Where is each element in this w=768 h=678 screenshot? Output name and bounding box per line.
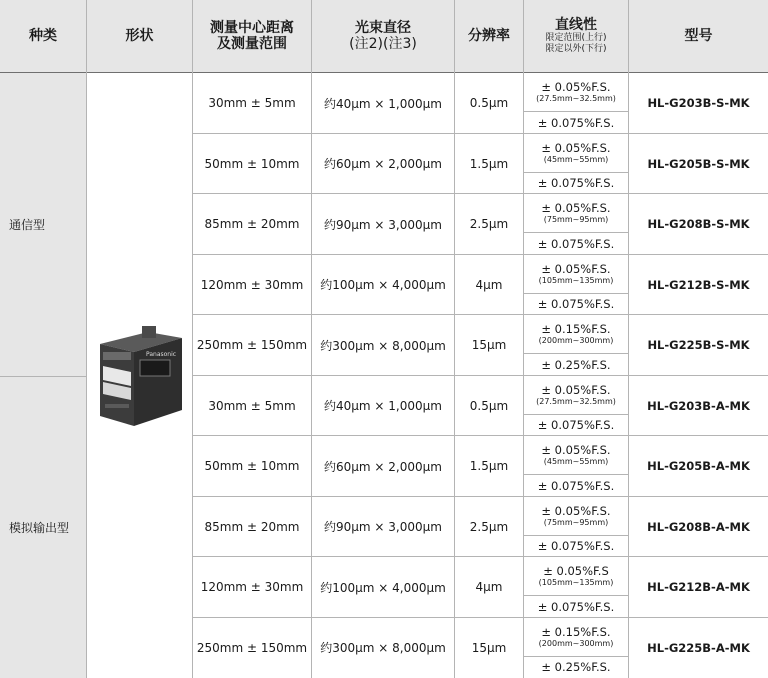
header-linearity-label: 直线性: [555, 17, 597, 33]
resolution-cell: 0.5μm: [469, 96, 509, 111]
distance-cell: 120mm ± 30mm: [200, 277, 304, 292]
linearity-outside-cell: ± 0.075%F.S.: [537, 115, 615, 130]
resolution-cell: 4μm: [475, 580, 503, 595]
category-cell-analog: [0, 377, 86, 678]
linearity-outside-cell: ± 0.25%F.S.: [541, 357, 611, 372]
distance-cell: 30mm ± 5mm: [208, 398, 296, 413]
linearity-limited-cell: [524, 255, 628, 293]
header-model: [629, 0, 768, 72]
resolution-cell: 1.5μm: [469, 459, 509, 474]
beam-diameter-cell: 约300μm × 8,000μm: [320, 641, 446, 656]
linearity-limited-cell: [524, 376, 628, 414]
resolution-cell: 4μm: [475, 277, 503, 292]
model-number-cell: HL-G225B-S-MK: [647, 338, 750, 353]
linearity-limited-value: ± 0.05%F.S.: [541, 443, 611, 457]
grid-vline: [628, 0, 629, 678]
beam-diameter-cell: 约300μm × 8,000μm: [320, 338, 446, 353]
linearity-limited-value: ± 0.05%F.S: [543, 564, 609, 578]
linearity-outside-cell: ± 0.075%F.S.: [537, 176, 615, 191]
beam-diameter-cell: 约100μm × 4,000μm: [320, 580, 446, 595]
beam-diameter-cell: 约90μm × 3,000μm: [324, 520, 442, 535]
linearity-range: (200mm~300mm): [538, 336, 614, 345]
distance-cell: 50mm ± 10mm: [204, 459, 300, 474]
model-number-cell: HL-G205B-A-MK: [647, 459, 750, 474]
category-divider: [0, 376, 87, 377]
beam-diameter-cell: 约100μm × 4,000μm: [320, 278, 446, 293]
linearity-limited-cell: [524, 315, 628, 353]
linearity-limited-value: ± 0.05%F.S.: [541, 503, 611, 518]
resolution-cell: 15μm: [471, 338, 507, 353]
header-linearity: [524, 0, 629, 72]
linearity-limited-value: ± 0.15%F.S.: [541, 624, 611, 639]
header-linearity-sub2: 限定以外(下行): [545, 44, 607, 54]
model-number-cell: HL-G205B-S-MK: [647, 156, 750, 171]
distance-cell: 30mm ± 5mm: [208, 96, 296, 111]
distance-cell: 250mm ± 150mm: [196, 640, 308, 655]
linearity-range: (45mm~55mm): [543, 457, 609, 466]
header-model-label: 型号: [684, 28, 713, 44]
header-resolution-label: 分辨率: [468, 28, 510, 44]
beam-diameter-cell: 约90μm × 3,000μm: [324, 217, 442, 232]
model-number-cell: HL-G225B-A-MK: [647, 640, 750, 655]
linearity-limited-cell: [524, 618, 628, 656]
linearity-outside-cell: ± 0.075%F.S.: [537, 478, 615, 493]
resolution-cell: 0.5μm: [469, 398, 509, 413]
resolution-cell: 2.5μm: [469, 217, 509, 232]
beam-diameter-cell: 约60μm × 2,000μm: [324, 459, 442, 474]
linearity-limited-value: ± 0.05%F.S.: [541, 382, 611, 397]
beam-diameter-cell: 约60μm × 2,000μm: [324, 157, 442, 172]
linearity-range: (27.5mm~32.5mm): [536, 94, 616, 103]
category-cell-communication: [0, 73, 86, 376]
model-number-cell: HL-G203B-S-MK: [647, 96, 750, 111]
distance-cell: 85mm ± 20mm: [204, 519, 300, 534]
linearity-range: (45mm~55mm): [543, 154, 609, 164]
grid-vline: [523, 0, 524, 678]
distance-cell: 50mm ± 10mm: [204, 156, 300, 171]
linearity-outside-cell: ± 0.075%F.S.: [537, 236, 615, 251]
header-beam: [312, 0, 455, 72]
beam-diameter-cell: 约40μm × 1,000μm: [324, 399, 442, 414]
linearity-limited-cell: [524, 436, 628, 474]
model-number-cell: HL-G203B-A-MK: [647, 398, 750, 413]
header-distance: [193, 0, 312, 72]
resolution-cell: 15μm: [471, 640, 507, 655]
linearity-limited-value: ± 0.15%F.S.: [541, 322, 611, 336]
header-beam-line1: 光束直径: [355, 20, 411, 36]
linearity-range: (105mm~135mm): [538, 578, 614, 587]
linearity-limited-cell: [524, 194, 628, 232]
header-linearity-sub1: 限定范围(上行): [545, 33, 607, 43]
displacement-sensor-icon: [96, 322, 186, 432]
header-distance-line2: 及测量范围: [217, 36, 287, 52]
linearity-limited-cell: [524, 497, 628, 535]
linearity-limited-value: ± 0.05%F.S.: [541, 201, 611, 215]
header-resolution: [455, 0, 524, 72]
linearity-limited-cell: [524, 557, 628, 595]
header-category-label: 种类: [29, 28, 57, 44]
header-beam-line2: (注2)(注3): [349, 36, 417, 52]
linearity-range: (27.5mm~32.5mm): [536, 396, 616, 406]
header-distance-line1: 测量中心距离: [210, 20, 294, 36]
linearity-outside-cell: ± 0.075%F.S.: [537, 539, 615, 554]
linearity-limited-value: ± 0.05%F.S.: [541, 80, 611, 94]
grid-vline: [86, 0, 87, 678]
category-analog-label: 模拟输出型: [9, 521, 70, 535]
linearity-outside-cell: ± 0.075%F.S.: [537, 599, 615, 614]
distance-cell: 85mm ± 20mm: [204, 217, 300, 232]
linearity-outside-cell: ± 0.075%F.S.: [537, 297, 615, 312]
grid-vline: [192, 0, 193, 678]
model-number-cell: HL-G212B-S-MK: [647, 277, 750, 292]
linearity-range: (105mm~135mm): [538, 275, 614, 285]
linearity-range: (75mm~95mm): [543, 517, 609, 527]
model-number-cell: HL-G208B-S-MK: [647, 217, 750, 232]
model-number-cell: HL-G208B-A-MK: [647, 519, 750, 534]
category-communication-label: 通信型: [9, 218, 46, 232]
grid-vline: [454, 0, 455, 678]
distance-cell: 250mm ± 150mm: [196, 338, 308, 353]
product-image: [96, 322, 186, 432]
distance-cell: 120mm ± 30mm: [200, 580, 304, 595]
linearity-outside-cell: ± 0.25%F.S.: [541, 660, 611, 675]
linearity-outside-cell: ± 0.075%F.S.: [537, 418, 615, 433]
resolution-cell: 1.5μm: [469, 156, 509, 171]
model-number-cell: HL-G212B-A-MK: [647, 580, 750, 595]
grid-vline: [311, 0, 312, 678]
header-shape-label: 形状: [125, 28, 154, 44]
linearity-limited-cell: [524, 134, 628, 172]
header-shape: [87, 0, 193, 72]
linearity-limited-value: ± 0.05%F.S.: [541, 261, 611, 276]
linearity-limited-value: ± 0.05%F.S.: [541, 140, 611, 155]
linearity-range: (75mm~95mm): [543, 215, 609, 224]
linearity-range: (200mm~300mm): [538, 638, 614, 648]
product-brand-label: Panasonic: [146, 351, 177, 358]
resolution-cell: 2.5μm: [469, 519, 509, 534]
header-category: [0, 0, 87, 72]
beam-diameter-cell: 约40μm × 1,000μm: [324, 96, 442, 111]
linearity-limited-cell: [524, 73, 628, 111]
